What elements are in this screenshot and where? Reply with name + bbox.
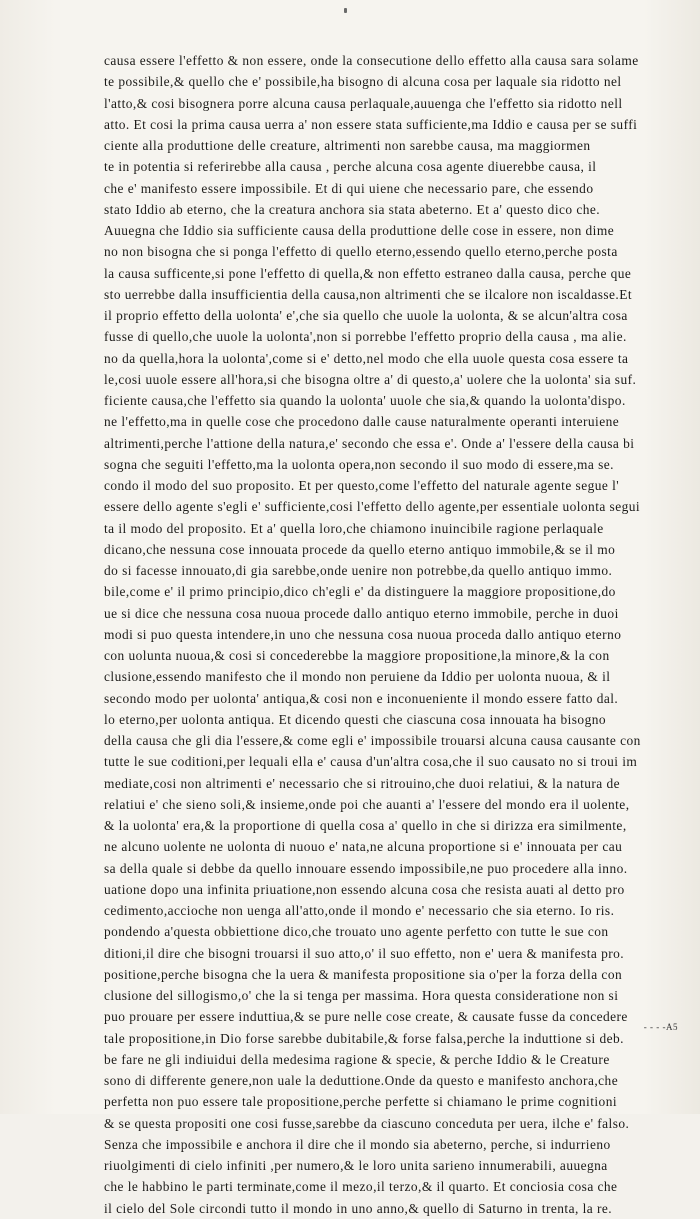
page-mark xyxy=(344,8,347,13)
text-line: dicano,che nessuna cose innouata procede da quello eterno antiquo immobile,& se il mo xyxy=(104,541,616,557)
text-line: le,cosi uuole essere all'hora,si che bisogna oltre a' di questo,a' uolere che la uolonta' sia suf. xyxy=(104,371,637,387)
text-line: con uolunta nuoua,& cosi si concederebbe la maggiore propositione,la minore,& la con xyxy=(104,648,610,663)
text-line: ditioni,il dire che bisogni trouarsi il suo atto,o' il suo effetto, non e' uera & manifesta pro. xyxy=(104,945,625,961)
text-line: uatione dopo una infinita priuatione,non essendo alcuna cosa che resista auati al detto pro xyxy=(104,881,625,897)
text-line: stato Iddio ab eterno, che la creatura anchora sia stata abeterno. Et a' questo dico che. xyxy=(104,201,601,217)
text-line: riuolgimenti di cielo infiniti ,per numero,& le loro unita sarieno innumerabili, auuegna xyxy=(104,1158,608,1173)
text-line: causa essere l'effetto & non essere, onde la consecutione dello effetto alla causa sara solame xyxy=(104,53,639,68)
text-block xyxy=(104,50,684,1219)
text-line: & la uolonta' era,& la proportione di quella cosa a' quello in che si dirizza era similmente, xyxy=(104,818,627,833)
text-line: no da quella,hora la uolonta',come si e' detto,nel modo che ella uuole questa cosa essere ta xyxy=(104,350,629,366)
text-line: sa della quale si debbe da quello innouare essendo impossibile,ne puo procedere alla inno. xyxy=(104,860,628,876)
text-line: tutte le sue coditioni,per lequali ella e' causa d'un'altra cosa,che il suo causato no si troui im xyxy=(104,754,638,770)
text-line: fusse di quello,che uuole la uolonta',non si porrebbe l'effetto proprio della causa , ma alie. xyxy=(104,329,627,345)
text-line: modi si puo questa intendere,in uno che nessuna cosa nuoua proceda dallo antiquo eterno xyxy=(104,626,622,642)
text-line: ciente alla produttione delle creature, altrimenti non sarebbe causa, ma maggiormen xyxy=(104,138,591,153)
text-line: mediate,cosi non altrimenti e' necessario che si ritrouino,che duoi relatiui, & la natura de xyxy=(104,775,621,791)
text-line: bile,come e' il primo principio,dico ch'egli e' da distinguere la maggiore propositione,do xyxy=(104,584,616,600)
text-line: clusione,essendo manifesto che il mondo non peruiene da Iddio per uolonta nuoua, & il xyxy=(104,669,611,685)
text-line: la causa sufficente,si pone l'effetto di quella,& non effetto estraneo dalla causa, perche que xyxy=(104,265,632,281)
text-line: Senza che impossibile e anchora il dire che il mondo sia abeterno, perche, si indurrieno xyxy=(104,1136,611,1152)
text-line: che e' manifesto essere impossibile. Et di qui uiene che necessario pare, che essendo xyxy=(104,180,594,196)
text-line: no non bisogna che si ponga l'effetto di quello eterno,essendo quello eterno,perche posta xyxy=(104,244,618,260)
text-line: positione,perche bisogna che la uera & manifesta propositione sia o'per la forza della con xyxy=(104,966,623,982)
text-line: Auuegna che Iddio sia sufficiente causa della produttione delle cose in essere, non dime xyxy=(104,223,615,238)
text-line: tale propositione,in Dio forse sarebbe dubitabile,& forse falsa,perche la induttione si deb. xyxy=(104,1030,624,1046)
text-line: il cielo del Sole circondi tutto il mondo in uno anno,& quello di Saturno in trenta, la re. xyxy=(104,1200,613,1216)
text-line: perfetta non puo essere tale propositione,perche perfette si chiamano le prime cognitioni xyxy=(104,1094,618,1110)
text-line: atto. Et cosi la prima causa uerra a' non essere stata sufficiente,ma Iddio e causa per se suffi xyxy=(104,116,638,132)
text-line: l'atto,& cosi bisognera porre alcuna causa perlaquale,auuenga che l'effetto sia ridotto nell xyxy=(104,95,623,111)
text-line: te possibile,& quello che e' possibile,ha bisogno di alcuna cosa per laquale sia ridotto nel xyxy=(104,74,622,90)
text-line: te in potentia si referirebbe alla causa , perche alcuna cosa agente diuerebbe causa, il xyxy=(104,159,597,175)
text-line: condo il modo del suo proposito. Et per questo,come l'effetto del naturale agente segue l' xyxy=(104,478,620,493)
text-line: pondendo a'questa obbiettione dico,che trouato uno agente perfetto con tutte le sue con xyxy=(104,924,609,940)
text-line: ta il modo del proposito. Et a' quella loro,che chiamono inuincibile ragione perlaquale xyxy=(104,520,604,536)
text-line: relatiui e' che sieno soli,& insieme,onde poi che auanti a' l'essere del mondo era il uolente, xyxy=(104,796,630,812)
text-line: ne alcuno uolente ne uolonta di nuouo e' nata,ne alcuna proportione si e' innouata per cau xyxy=(104,839,623,855)
text-line: essere dello agente s'egli e' sufficiente,cosi l'effetto dello agente,per essentiale uolonta segui xyxy=(104,499,641,515)
text-line: che le habbino le parti terminate,come il mezo,il terzo,& il quarto. Et conciosia cosa che xyxy=(104,1179,618,1195)
text-line: della causa che gli dia l'essere,& come egli e' impossibile trouarsi alcuna causa causante con xyxy=(104,733,641,748)
text-line: sto uerrebbe dalla insufficientia della causa,non altrimenti che se ilcalore non iscaldasse.Et xyxy=(104,286,633,302)
text-line: puo prouare per essere induttiua,& se pure nelle cose create, & causate fusse da concedere xyxy=(104,1009,628,1025)
text-line: clusione del sillogismo,o' che la si tenga per massima. Hora questa consideratione non si xyxy=(104,988,619,1003)
text-line: sogna che seguiti l'effetto,ma la uolonta opera,non secondo il suo modo di essere,ma se. xyxy=(104,456,614,472)
text-line: do si facesse innouato,di gia sarebbe,onde uenire non potrebbe,da quello antiquo immo. xyxy=(104,563,613,578)
text-line: cedimento,accioche non uenga all'atto,onde il mondo e' necessario che sia eterno. Io ris. xyxy=(104,903,615,918)
text-line: sono di differente genere,non uale la deduttione.Onde da questo e manifesto anchora,che xyxy=(104,1073,619,1088)
signature-mark: - - - -A5 xyxy=(643,1022,678,1032)
text-line: lo eterno,per uolonta antiqua. Et dicendo questi che ciascuna cosa innouata ha bisogno xyxy=(104,711,607,727)
text-line: ne l'effetto,ma in quelle cose che procedono dalle cause naturalmente operanti interuiene xyxy=(104,414,620,430)
text-line: be fare ne gli indiuidui della medesima ragione & specie, & perche Iddio & le Creature xyxy=(104,1051,610,1067)
text-line: & se questa propositi one cosi fusse,sarebbe da ciascuno conceduta per uera, ilche e' falso. xyxy=(104,1115,630,1131)
text-line: ficiente causa,che l'effetto sia quando la uolonta' uuole che sia,& quando la uolonta'dispo. xyxy=(104,393,626,408)
text-line: altrimenti,perche l'attione della natura,e' secondo che essa e'. Onde a' l'essere della causa bi xyxy=(104,435,635,451)
text-line: secondo modo per uolonta' antiqua,& cosi non e inconueniente il mondo essere fatto dal. xyxy=(104,690,619,706)
text-line: ue si dice che nessuna cosa nuoua procede dallo antiquo eterno immobile, perche in duoi xyxy=(104,605,619,621)
text-line: il proprio effetto della uolonta' e',che sia quello che uuole la uolonta, & se alcun'altra cosa xyxy=(104,308,628,323)
